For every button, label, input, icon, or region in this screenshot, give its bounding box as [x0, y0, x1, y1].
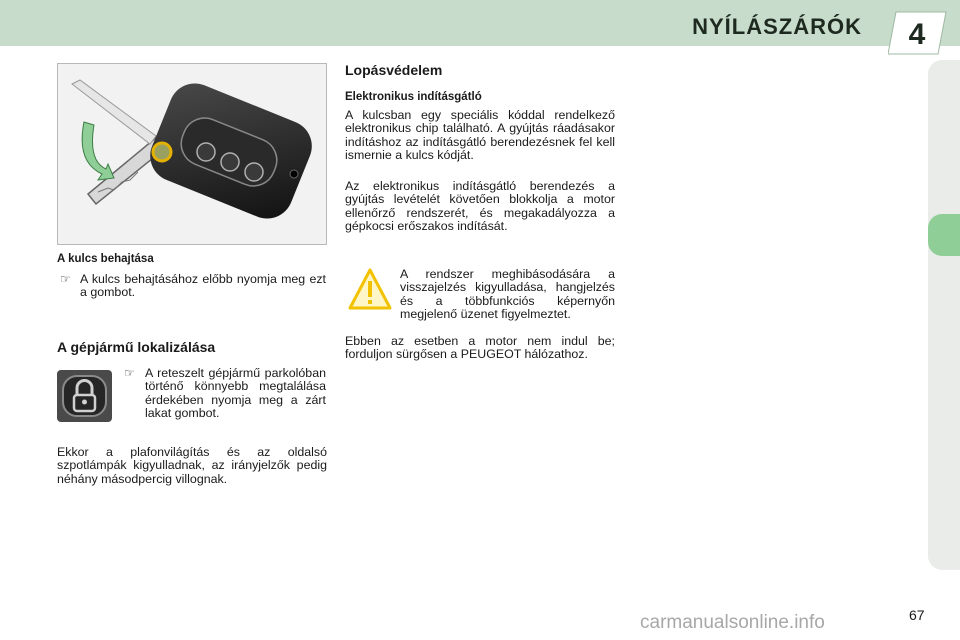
pointer-icon: ☞	[124, 366, 135, 380]
side-tab-strip	[928, 60, 960, 570]
side-tab-active[interactable]	[928, 214, 960, 256]
chapter-tab	[888, 8, 950, 58]
section-heading: Lopásvédelem	[345, 62, 443, 78]
immobiliser-para-1: A kulcsban egy speciális kóddal rendelkező elektronikus chip található. A gyújtás ráadásakor indításhoz az indításgátló berendezésnek fel kell ismernie a kulcs kódját.	[345, 108, 615, 163]
section-subheading: Elektronikus indításgátló	[345, 91, 482, 103]
lock-button-icon	[57, 370, 112, 422]
locate-heading: A gépjármű lokalizálása	[57, 339, 216, 355]
pointer-icon: ☞	[60, 272, 71, 286]
key-fold-text: A kulcs behajtásához előbb nyomja meg ezt a gombot.	[80, 272, 326, 300]
immobiliser-para-2: Az elektronikus indításgátló berendezés a gyújtás levételét követően blokkolja a motor ellenőrző rendszerét, és megakadályozza a gépkocsi erőszakos indítását.	[345, 179, 615, 234]
page-number: 67	[909, 607, 925, 623]
warning-text: A rendszer meghibásodására a visszajelzés kigyulladása, hangjelzés és a többfunkciós képernyőn megjelenő üzenet figyelmeztet.	[400, 267, 615, 322]
warning-icon	[348, 268, 392, 310]
locate-bullet-text: A reteszelt gépjármű parkolóban történő könnyebb megtalálása érdekében nyomja meg a zárt lakat gombot.	[145, 366, 326, 421]
key-illustration	[57, 63, 327, 245]
watermark: carmanualsonline.info	[640, 612, 825, 633]
chapter-number: 4	[908, 18, 926, 51]
locate-text: Ekkor a plafonvilágítás és az oldalsó szpotlámpák kigyulladnak, az irányjelzők pedig néhány másodpercig villognak.	[57, 445, 327, 486]
key-fold-heading: A kulcs behajtása	[57, 253, 154, 265]
page-title: NYÍLÁSZÁRÓK	[692, 14, 862, 39]
immobiliser-para-3: Ebben az esetben a motor nem indul be; forduljon sürgősen a PEUGEOT hálózathoz.	[345, 334, 615, 362]
